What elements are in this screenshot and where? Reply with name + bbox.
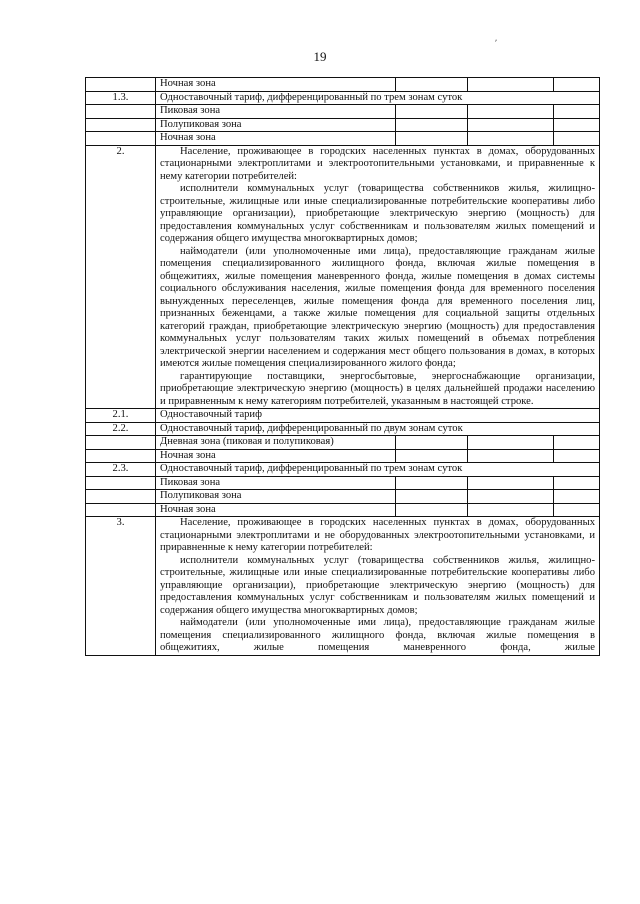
row-name: Одноставочный тариф, дифференцированный по трем зонам суток bbox=[156, 91, 600, 105]
table-row bbox=[86, 463, 600, 477]
table-row bbox=[86, 145, 600, 409]
row-number: 1.3. bbox=[86, 91, 156, 105]
empty-cell bbox=[396, 449, 468, 463]
empty-cell bbox=[396, 490, 468, 504]
empty-cell bbox=[468, 476, 554, 490]
description-paragraph: наймодатели (или уполномоченные ими лица), предоставляющие гражданам жилые помещения специализированного жилищного фонда, включая жилые помещения в общежитиях, жилые помещения маневренного фонда, жилые bbox=[160, 617, 595, 653]
row-number bbox=[86, 449, 156, 463]
empty-cell bbox=[468, 449, 554, 463]
empty-cell bbox=[554, 436, 600, 450]
row-number: 2.2. bbox=[86, 422, 156, 436]
description-paragraph: исполнители коммунальных услуг (товарищества собственников жилья, жилищно-строительные, жилищные или иные специализированные потребительские кооперативы либо управляющие организации), приобретающие электрическую энергию (мощность) для предоставления коммунальных услуг собственникам и пользователям жилых помещений и содержания общего имущества многоквартирных домов; bbox=[160, 554, 595, 616]
table-row bbox=[86, 105, 600, 119]
description-paragraph: Население, проживающее в городских населенных пунктах в домах, оборудованных стационарными электроплитами и не оборудованных электроотопительными установками, и приравненные к нему категории потребителей: bbox=[160, 517, 595, 553]
empty-cell bbox=[396, 476, 468, 490]
empty-cell bbox=[468, 105, 554, 119]
empty-cell bbox=[468, 436, 554, 450]
table-row bbox=[86, 449, 600, 463]
row-number bbox=[86, 105, 156, 119]
row-number: 3. bbox=[86, 517, 156, 656]
row-number bbox=[86, 476, 156, 490]
row-number bbox=[86, 503, 156, 517]
table-row bbox=[86, 91, 600, 105]
empty-cell bbox=[468, 132, 554, 146]
empty-cell bbox=[554, 105, 600, 119]
row-name: Одноставочный тариф, дифференцированный по трем зонам суток bbox=[156, 463, 600, 477]
row-number: 2.1. bbox=[86, 409, 156, 423]
empty-cell bbox=[554, 132, 600, 146]
empty-cell bbox=[554, 490, 600, 504]
empty-cell bbox=[468, 490, 554, 504]
row-name: Ночная зона bbox=[156, 449, 396, 463]
empty-cell bbox=[468, 78, 554, 92]
description-paragraph: наймодатели (или уполномоченные ими лица), предоставляющие гражданам жилые помещения специализированного жилищного фонда, включая жилые помещения в общежитиях, жилые помещения маневренного фонда, жилые помещения в домах системы социального обслуживания населения, жилые помещения фонда для временного поселения вынужденных переселенцев, жилые помещения фонда для временного поселения лиц, признанных беженцами, а также жилые помещения для социальной защиты отдельных категорий граждан, приобретающие электрическую энергию (мощность) для предоставления коммунальных услуг пользователям таких жилых помещений в объемах потребления электрической энергии населением и содержания мест общего пользования в домах, в которых имеются жилые помещения специализированного жилого фонда; bbox=[160, 245, 595, 369]
row-name: Полупиковая зона bbox=[156, 118, 396, 132]
row-name: Полупиковая зона bbox=[156, 490, 396, 504]
tariff-table bbox=[85, 77, 600, 656]
empty-cell bbox=[554, 78, 600, 92]
row-number: 2. bbox=[86, 145, 156, 409]
empty-cell bbox=[396, 503, 468, 517]
table-row bbox=[86, 517, 600, 656]
row-name: Пиковая зона bbox=[156, 105, 396, 119]
empty-cell bbox=[396, 132, 468, 146]
description-paragraph: Население, проживающее в городских населенных пунктах в домах, оборудованных стационарными электроплитами и электроотопительными установками, и приравненные к нему категории потребителей: bbox=[160, 145, 595, 182]
row-name: Ночная зона bbox=[156, 132, 396, 146]
empty-cell bbox=[396, 105, 468, 119]
empty-cell bbox=[554, 503, 600, 517]
row-number bbox=[86, 118, 156, 132]
row-name: Дневная зона (пиковая и полупиковая) bbox=[156, 436, 396, 450]
empty-cell bbox=[396, 118, 468, 132]
table-row bbox=[86, 503, 600, 517]
table-row bbox=[86, 476, 600, 490]
row-name: Ночная зона bbox=[156, 503, 396, 517]
empty-cell bbox=[396, 78, 468, 92]
margin-mark: ' bbox=[492, 38, 498, 49]
row-name: Одноставочный тариф, дифференцированный по двум зонам суток bbox=[156, 422, 600, 436]
row-number: 2.3. bbox=[86, 463, 156, 477]
consumer-category-description bbox=[156, 145, 600, 409]
empty-cell bbox=[554, 449, 600, 463]
empty-cell bbox=[468, 118, 554, 132]
row-name: Одноставочный тариф bbox=[156, 409, 600, 423]
row-number bbox=[86, 490, 156, 504]
table-row bbox=[86, 78, 600, 92]
empty-cell bbox=[554, 118, 600, 132]
table-row bbox=[86, 118, 600, 132]
description-paragraph: исполнители коммунальных услуг (товарищества собственников жилья, жилищно-строительные, жилищные или иные специализированные потребительские кооперативы либо управляющие организации), приобретающие электрическую энергию (мощность) для предоставления коммунальных услуг собственникам и пользователям жилых помещений и содержания общего имущества многоквартирных домов; bbox=[160, 183, 595, 244]
table-row bbox=[86, 409, 600, 423]
empty-cell bbox=[554, 476, 600, 490]
table-row bbox=[86, 436, 600, 450]
row-name: Ночная зона bbox=[156, 78, 396, 92]
row-number bbox=[86, 132, 156, 146]
row-number bbox=[86, 436, 156, 450]
table-row bbox=[86, 490, 600, 504]
empty-cell bbox=[396, 436, 468, 450]
description-paragraph: гарантирующие поставщики, энергосбытовые, энергоснабжающие организации, приобретающие электрическую энергию (мощность) в целях дальнейшей продажи населению и приравненным к нему категориям потребителей, указанным в настоящей строке. bbox=[160, 370, 595, 407]
page-number: 19 bbox=[313, 49, 327, 64]
row-name: Пиковая зона bbox=[156, 476, 396, 490]
table-row bbox=[86, 132, 600, 146]
row-number bbox=[86, 78, 156, 92]
table-row bbox=[86, 422, 600, 436]
consumer-category-description bbox=[156, 517, 600, 656]
empty-cell bbox=[468, 503, 554, 517]
